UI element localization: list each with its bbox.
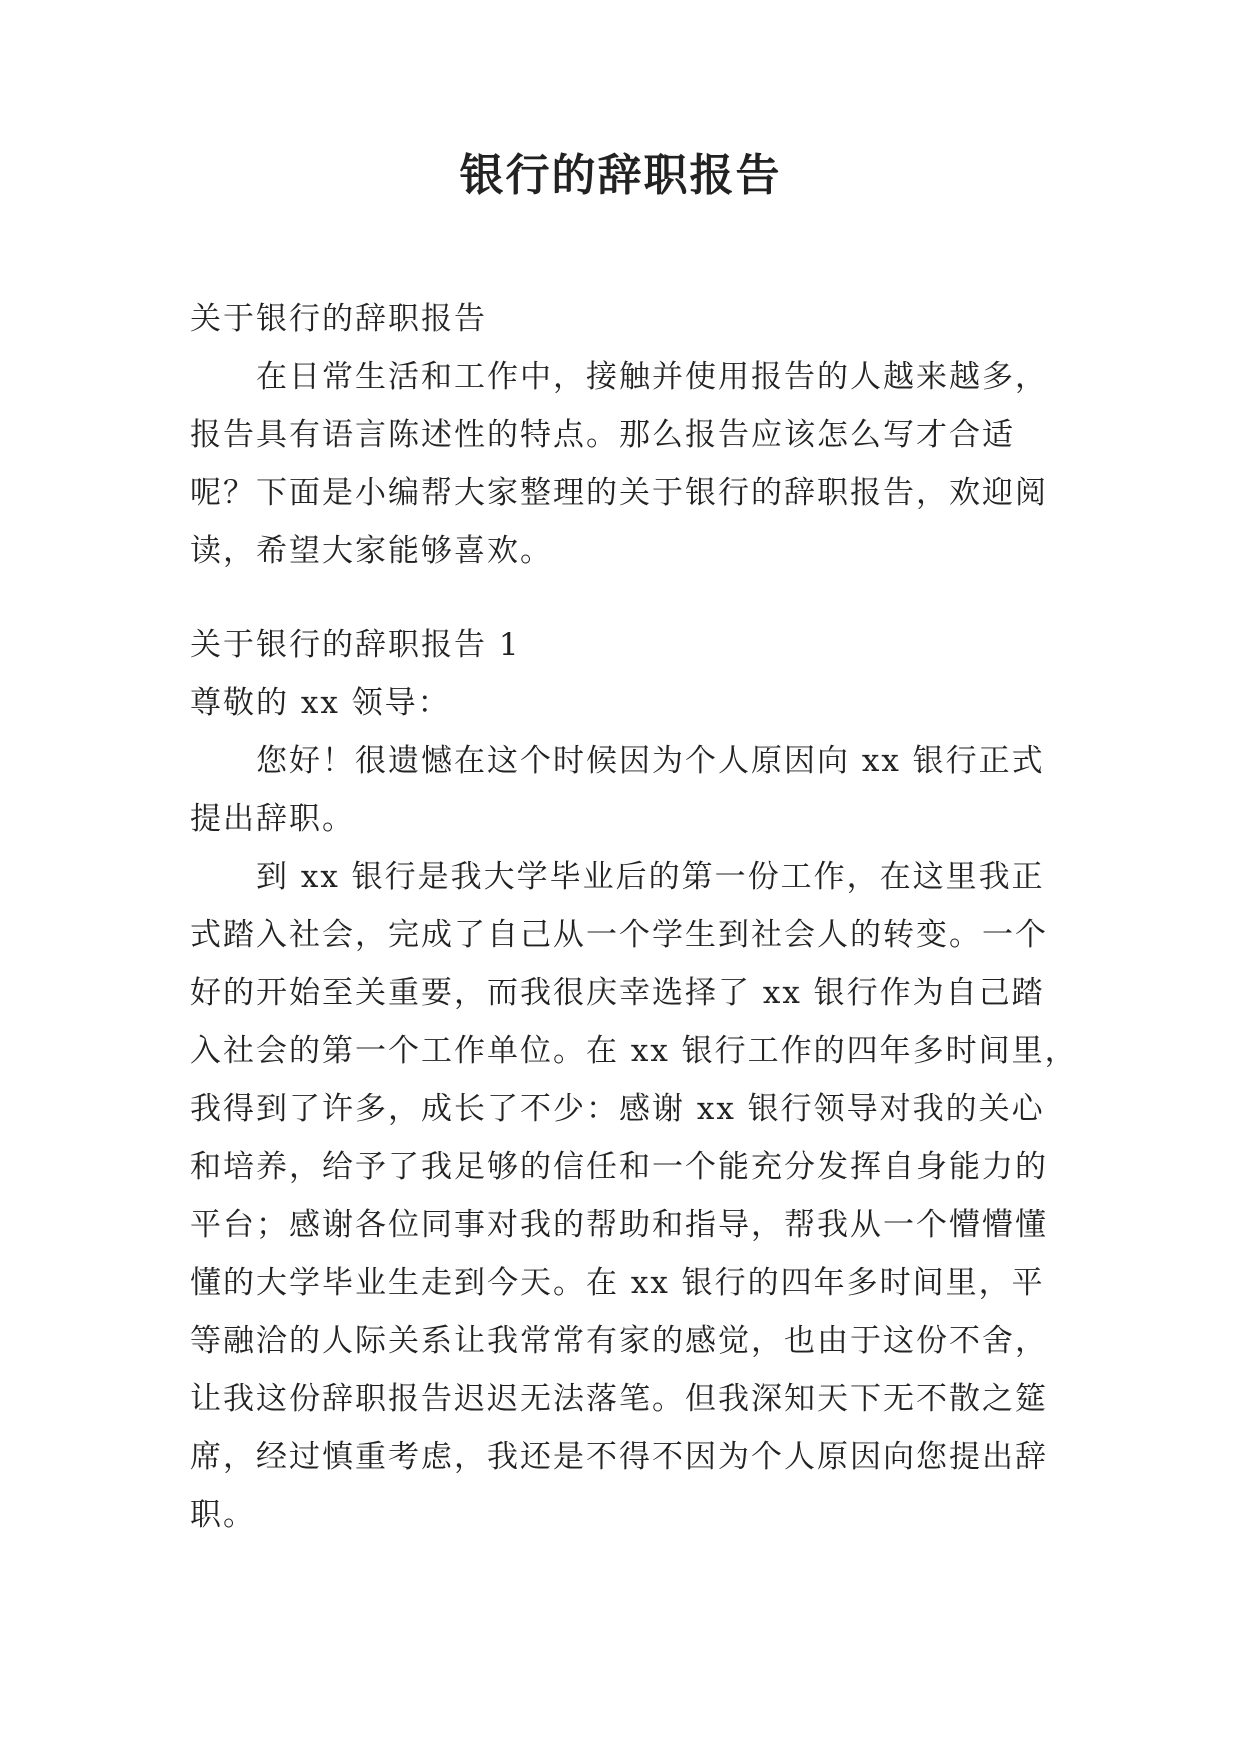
paragraph-line: 提出辞职。 <box>190 801 355 837</box>
paragraph-line: 职。 <box>190 1497 256 1533</box>
paragraph-line: 等融洽的人际关系让我常常有家的感觉，也由于这份不舍， <box>190 1323 1048 1359</box>
section-title: 关于银行的辞职报告 1 <box>190 627 521 663</box>
document-subtitle: 关于银行的辞职报告 <box>190 301 487 337</box>
intro-line: 呢？下面是小编帮大家整理的关于银行的辞职报告，欢迎阅 <box>190 475 1048 511</box>
salutation: 尊敬的 xx 领导： <box>190 685 451 721</box>
section-gap <box>190 580 1050 616</box>
paragraph-line: 入社会的第一个工作单位。在 xx 银行工作的四年多时间里， <box>190 1033 1078 1069</box>
paragraph-line: 式踏入社会，完成了自己从一个学生到社会人的转变。一个 <box>190 917 1048 953</box>
paragraph-line: 平台；感谢各位同事对我的帮助和指导，帮我从一个懵懵懂 <box>190 1207 1048 1243</box>
intro-line: 在日常生活和工作中，接触并使用报告的人越来越多， <box>256 359 1048 395</box>
paragraph-line: 我得到了许多，成长了不少：感谢 xx 银行领导对我的关心 <box>190 1091 1045 1127</box>
paragraph-line: 懂的大学毕业生走到今天。在 xx 银行的四年多时间里，平 <box>190 1265 1045 1301</box>
paragraph-line: 您好！很遗憾在这个时候因为个人原因向 xx 银行正式 <box>256 743 1045 779</box>
paragraph-line: 席，经过慎重考虑，我还是不得不因为个人原因向您提出辞 <box>190 1439 1048 1475</box>
paragraph-line: 让我这份辞职报告迟迟无法落笔。但我深知天下无不散之筵 <box>190 1381 1048 1417</box>
document-body <box>190 290 1078 1544</box>
paragraph-line: 和培养，给予了我足够的信任和一个能充分发挥自身能力的 <box>190 1149 1048 1185</box>
intro-line: 报告具有语言陈述性的特点。那么报告应该怎么写才合适 <box>190 417 1015 453</box>
paragraph-line: 到 xx 银行是我大学毕业后的第一份工作，在这里我正 <box>256 859 1045 895</box>
document-title: 银行的辞职报告 <box>459 150 782 201</box>
paragraph-line: 好的开始至关重要，而我很庆幸选择了 xx 银行作为自己踏 <box>190 975 1045 1011</box>
intro-line: 读，希望大家能够喜欢。 <box>190 533 553 569</box>
